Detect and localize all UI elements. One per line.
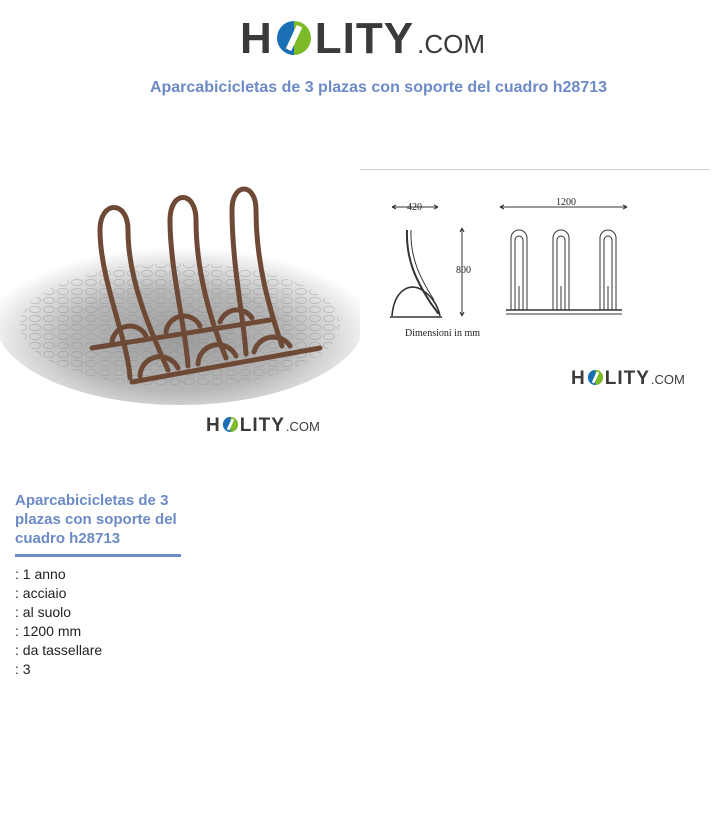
logo-o-icon <box>587 369 604 386</box>
technical-drawing <box>380 190 640 350</box>
logo-com: .COM <box>285 419 320 434</box>
heading-underline <box>15 554 181 557</box>
spec-item: : 3 <box>15 661 31 677</box>
spec-item: : da tassellare <box>15 642 103 658</box>
dimension-height-label: 800 <box>456 265 471 276</box>
logo-com: .COM <box>417 29 485 59</box>
dimension-length-label: 1200 <box>556 197 576 208</box>
product-photo <box>0 170 360 410</box>
spec-item: : 1200 mm <box>15 623 82 639</box>
logo-letter-h: H <box>571 368 586 389</box>
logo-letter-h: H <box>206 415 221 436</box>
logo-o-icon <box>275 18 313 56</box>
logo-letters-lity: LITY <box>239 415 285 436</box>
dimension-width-label: 420 <box>407 202 422 213</box>
page-title: Aparcabicicletas de 3 plazas con soporte del cuadro h28713 <box>149 79 608 96</box>
logo-o-icon <box>222 416 239 433</box>
holity-logo[interactable] <box>240 14 485 64</box>
logo-letter-h: H <box>240 14 273 63</box>
logo-letters-lity: LITY <box>604 368 650 389</box>
product-heading: Aparcabicicletas de 3 plazas con soporte del cuadro h28713 <box>15 492 177 547</box>
drawing-top-line <box>360 169 710 170</box>
spec-item: : acciaio <box>15 585 67 601</box>
spec-list <box>15 565 102 679</box>
spec-item: : 1 anno <box>15 566 66 582</box>
logo-letters-lity: LITY <box>314 14 415 63</box>
holity-logo-drawing[interactable] <box>571 367 685 390</box>
holity-logo-photo[interactable] <box>206 414 320 437</box>
logo-com: .COM <box>650 372 685 387</box>
spec-item: : al suolo <box>15 604 72 620</box>
drawing-caption: Dimensioni in mm <box>405 328 480 339</box>
